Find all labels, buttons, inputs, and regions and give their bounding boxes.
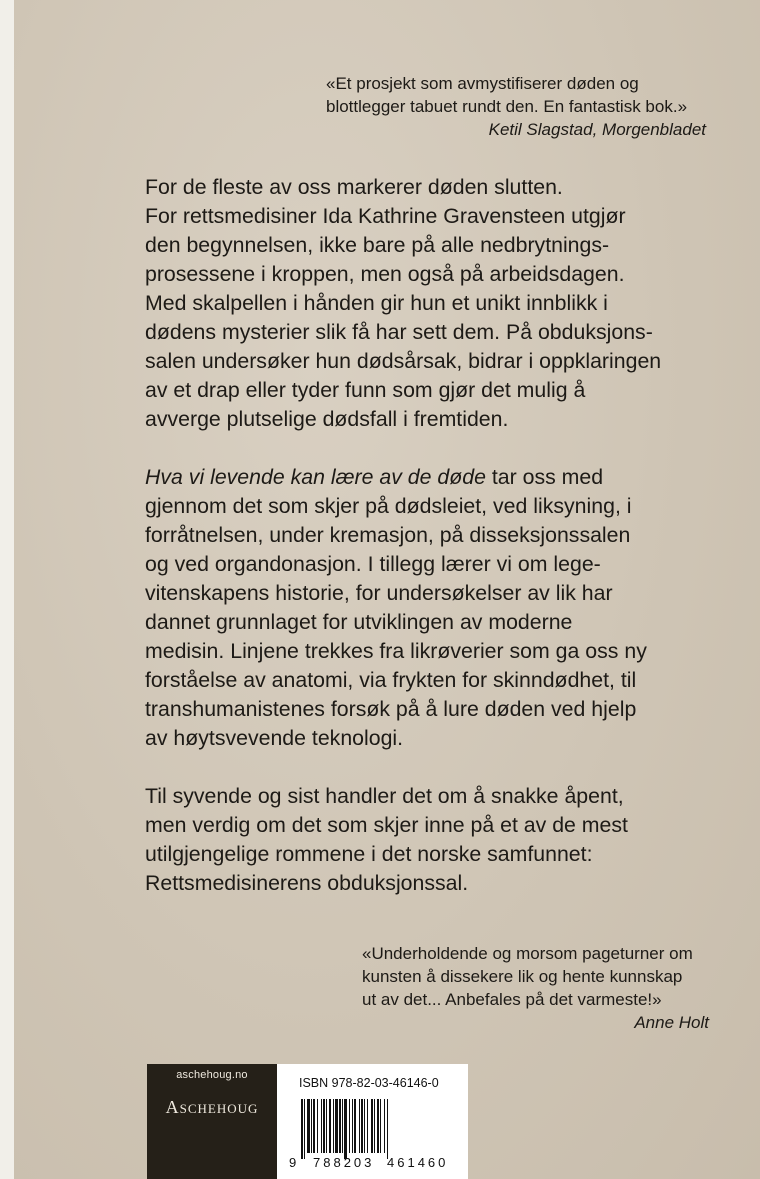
isbn-label: ISBN 978-82-03-46146-0 bbox=[299, 1076, 439, 1090]
review-quote-bottom bbox=[362, 942, 722, 1034]
quote-author: Anne Holt bbox=[634, 1013, 709, 1032]
blurb-line: avverge plutselige dødsfall i fremtiden. bbox=[145, 407, 509, 431]
barcode-digits-left: 788203 bbox=[313, 1155, 375, 1170]
blurb-line: forståelse av anatomi, via frykten for skinndødhet, til bbox=[145, 668, 637, 692]
blurb-line: salen undersøker hun dødsårsak, bidrar i oppklaringen bbox=[145, 349, 662, 373]
blurb-line: Med skalpellen i hånden gir hun et unikt innblikk i bbox=[145, 291, 608, 315]
blurb-paragraph-3 bbox=[145, 782, 705, 898]
quote-line: ut av det... Anbefales på det varmeste!» bbox=[362, 990, 662, 1009]
blurb-line: forråtnelsen, under kremasjon, på disseksjonssalen bbox=[145, 523, 631, 547]
blurb-line: men verdig om det som skjer inne på et av de mest bbox=[145, 813, 628, 837]
book-back-cover bbox=[14, 0, 760, 1179]
blurb-line: utilgjengelige rommene i det norske samfunnet: bbox=[145, 842, 593, 866]
barcode-digits-right: 461460 bbox=[387, 1155, 449, 1170]
blurb-paragraph-1 bbox=[145, 173, 705, 434]
publisher-logo: Aschehoug bbox=[165, 1097, 259, 1117]
quote-line: «Underholdende og morsom pageturner om bbox=[362, 944, 693, 963]
blurb-line: og ved organdonasjon. I tillegg lærer vi om lege- bbox=[145, 552, 601, 576]
blurb-line: dannet grunnlaget for utviklingen av moderne bbox=[145, 610, 573, 634]
quote-author: Ketil Slagstad, Morgenbladet bbox=[488, 120, 706, 139]
blurb-line: Rettsmedisinerens obduksjonssal. bbox=[145, 871, 469, 895]
blurb-line: For rettsmedisiner Ida Kathrine Gravensteen utgjør bbox=[145, 204, 626, 228]
blurb-text bbox=[145, 173, 705, 927]
quote-line: kunsten å dissekere lik og hente kunnskap bbox=[362, 967, 683, 986]
quote-line: «Et prosjekt som avmystifiserer døden og bbox=[326, 74, 639, 93]
publisher-url: aschehoug.no bbox=[176, 1069, 248, 1081]
blurb-line: av et drap eller tyder funn som gjør det mulig å bbox=[145, 378, 586, 402]
blurb-line: den begynnelsen, ikke bare på alle nedbrytnings- bbox=[145, 233, 610, 257]
book-title-italic: Hva vi levende kan lære av de døde bbox=[145, 465, 486, 489]
blurb-line-rest: tar oss med bbox=[485, 465, 604, 489]
blurb-paragraph-2 bbox=[145, 463, 705, 753]
review-quote-top bbox=[326, 72, 721, 141]
blurb-line: prosessene i kroppen, men også på arbeidsdagen. bbox=[145, 262, 625, 286]
barcode-digit-first: 9 bbox=[289, 1155, 297, 1170]
barcode-icon bbox=[277, 1099, 468, 1159]
blurb-line: medisin. Linjene trekkes fra likrøverier som ga oss ny bbox=[145, 639, 647, 663]
publisher-box bbox=[147, 1064, 277, 1179]
blurb-line: dødens mysterier slik få har sett dem. På obduksjons- bbox=[145, 320, 653, 344]
blurb-line: av høytsvevende teknologi. bbox=[145, 726, 404, 750]
blurb-line bbox=[145, 463, 705, 492]
blurb-line: gjennom det som skjer på dødsleiet, ved liksyning, i bbox=[145, 494, 632, 518]
barcode-box bbox=[277, 1064, 468, 1179]
blurb-line: Til syvende og sist handler det om å snakke åpent, bbox=[145, 784, 624, 808]
quote-line: blottlegger tabuet rundt den. En fantastisk bok.» bbox=[326, 97, 688, 116]
blurb-line: transhumanistenes forsøk på å lure døden ved hjelp bbox=[145, 697, 637, 721]
blurb-line: For de fleste av oss markerer døden slutten. bbox=[145, 175, 563, 199]
blurb-line: vitenskapens historie, for undersøkelser av lik har bbox=[145, 581, 613, 605]
